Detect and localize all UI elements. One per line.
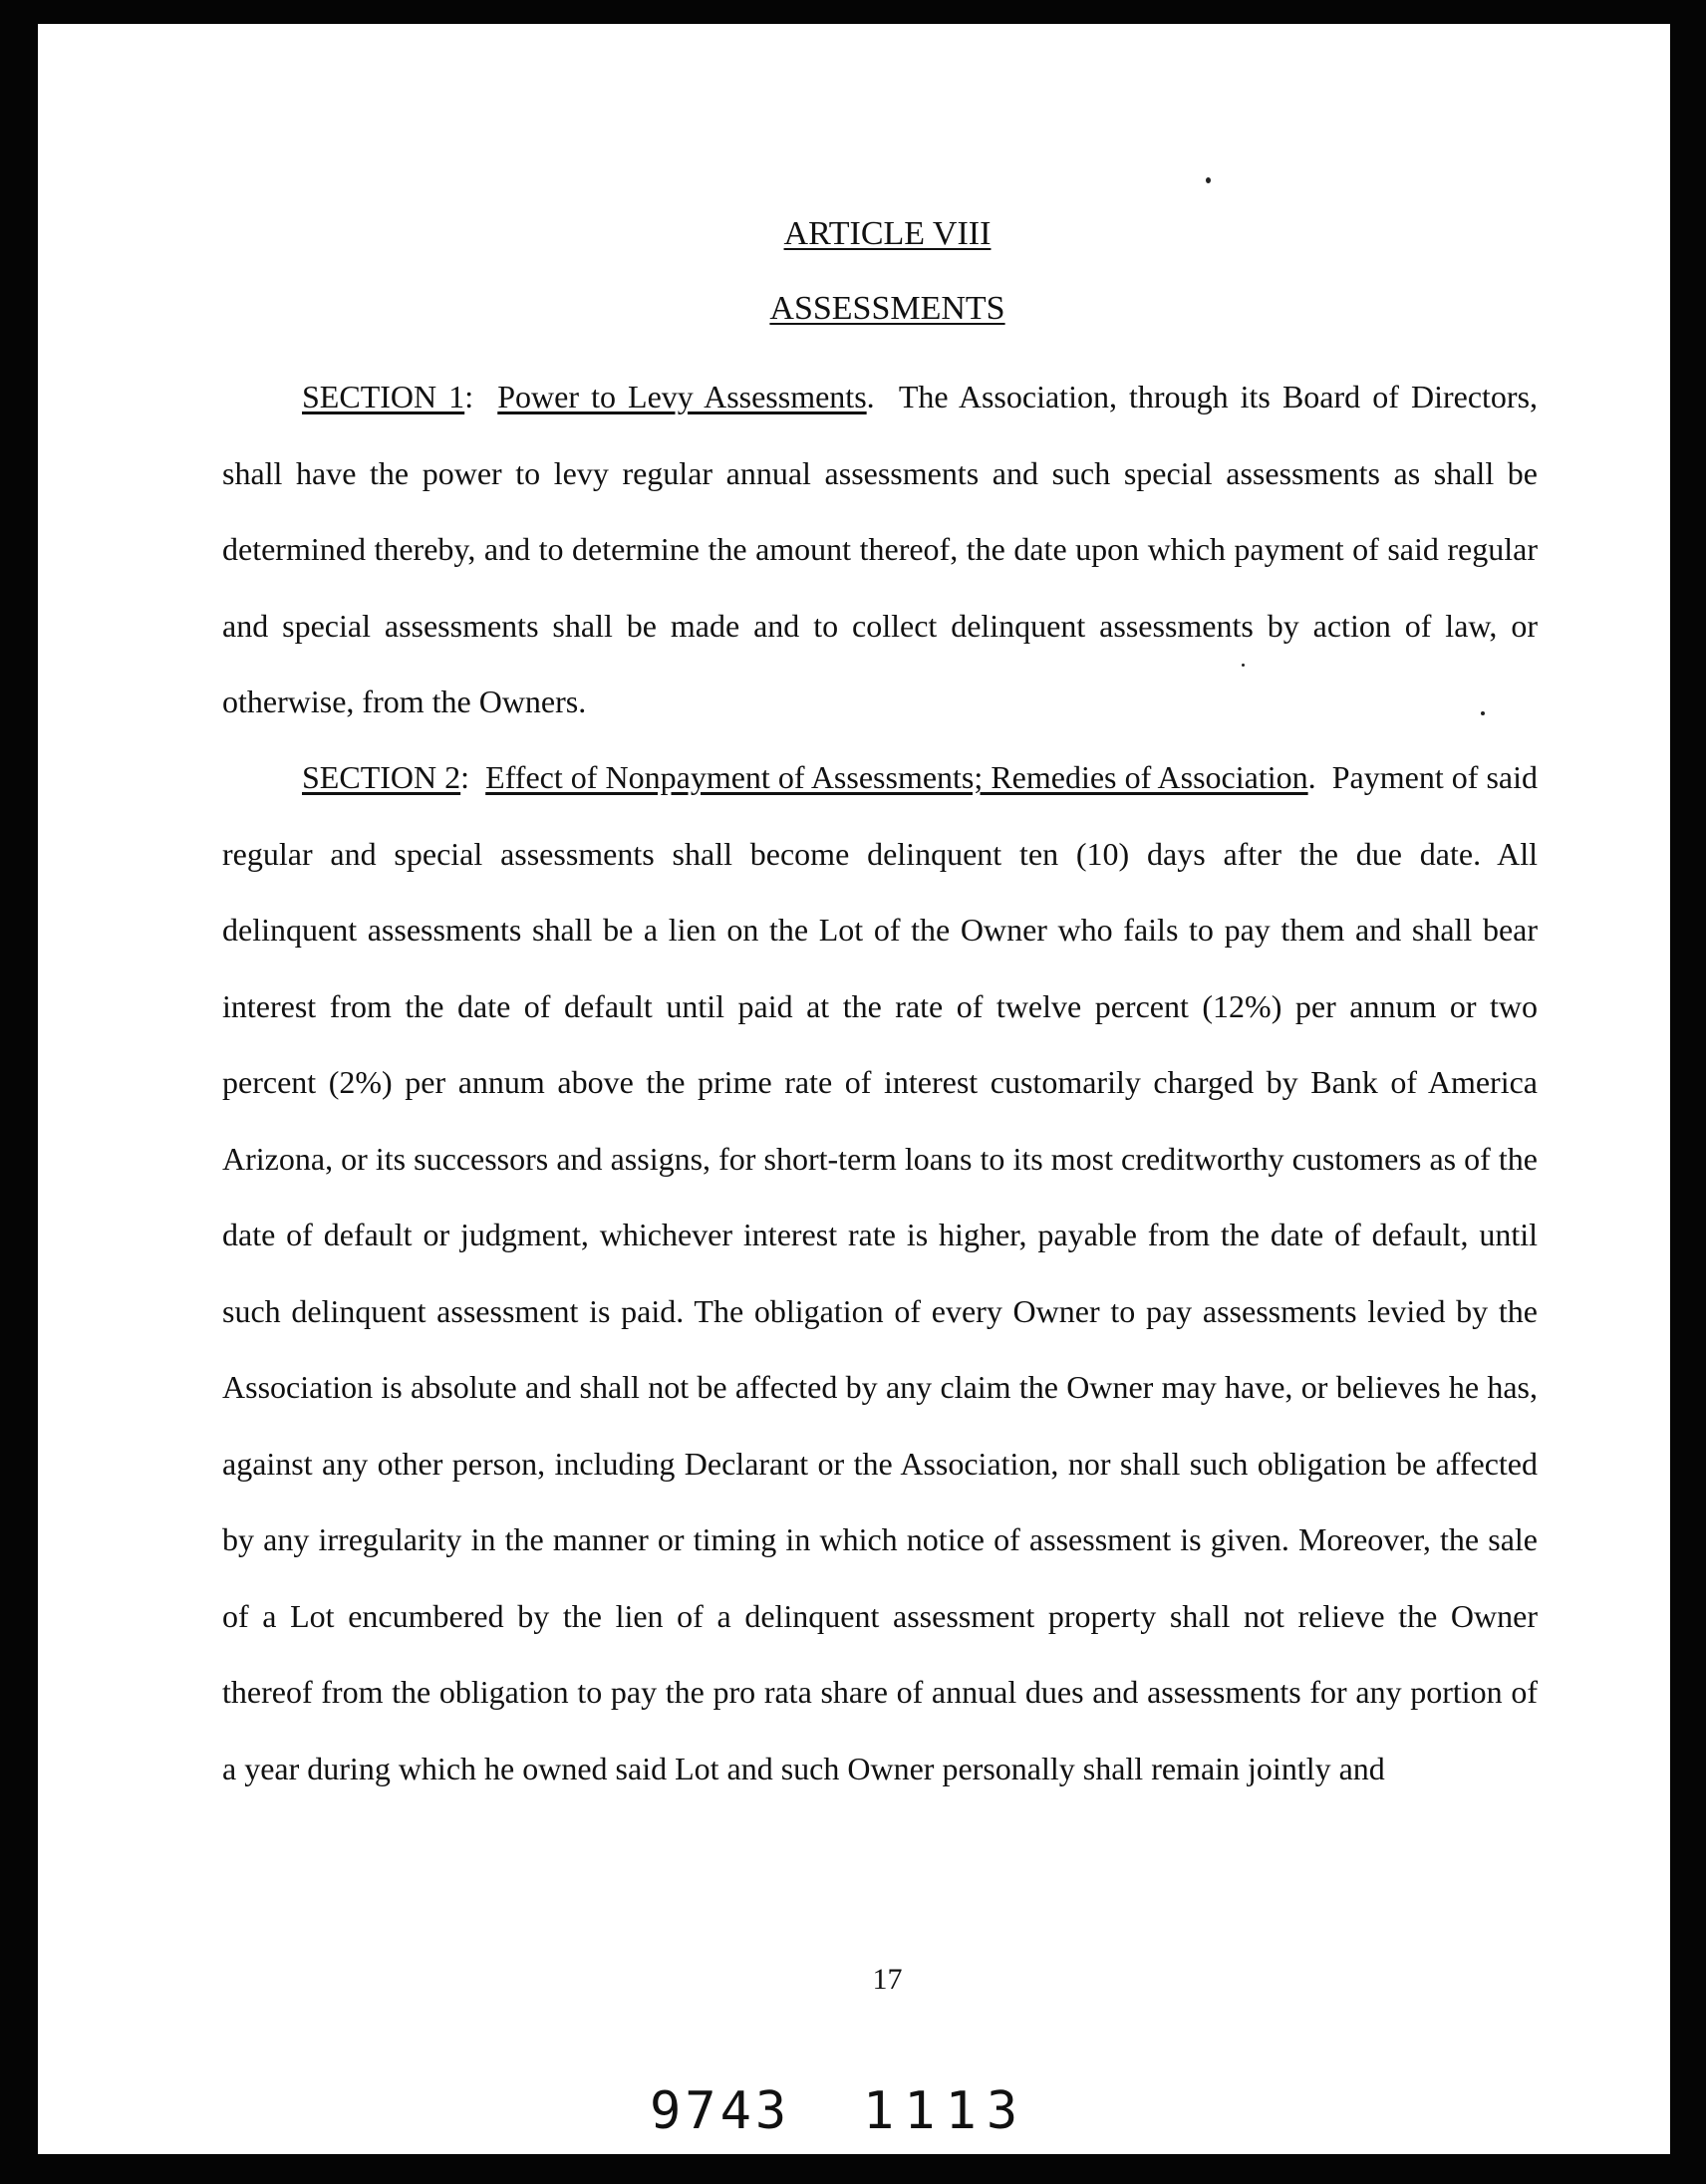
section-1-colon: : — [464, 379, 474, 414]
recording-stamp-book: 9743 — [650, 2081, 791, 2141]
scan-speck — [1481, 711, 1485, 715]
page-number: 17 — [872, 1963, 903, 1996]
section-1-heading-end: . — [866, 379, 875, 414]
section-2-heading: Effect of Nonpayment of Assessments; Remedies of Association — [485, 759, 1308, 795]
section-2-colon: : — [460, 759, 470, 795]
section-2-paragraph — [222, 739, 1538, 1806]
section-2-label: SECTION 2 — [302, 759, 461, 795]
article-subtitle: ASSESSMENTS — [769, 290, 1005, 327]
section-2-body: Payment of said regular and special assessments shall become delinquent ten (10) days after the due date. All delinquent assessments shall be a lien on the Lot of the Owner who fails to pay them and shall bear interest from the date of default until paid at the rate of twelve percent (12%) per annum or two percent (2%) per annum above the prime rate of interest customarily charged by Bank of America Arizona, or its successors and assigns, for short-term loans to its most creditworthy customers as of the date of default or judgment, whichever interest rate is higher, payable from the date of default, until such delinquent assessment is paid. The obligation of every Owner to pay assessments levied by the Association is absolute and shall not be affected by any claim the Owner may have, or believes he has, against any other person, including Declarant or the Association, nor shall such obligation be affected by any irregularity in the manner or timing in which notice of assessment is given. Moreover, the sale of a Lot encumbered by the lien of a delinquent assessment property shall not relieve the Owner thereof from the obligation to pay the pro rata share of annual dues and assessments for any portion of a year during which he owned said Lot and such Owner personally shall remain jointly and — [222, 759, 1539, 1786]
scan-speck — [1242, 664, 1245, 667]
document-page — [38, 24, 1670, 2154]
article-title: ARTICLE VIII — [783, 215, 992, 252]
section-1-label: SECTION 1 — [302, 379, 465, 414]
recording-stamp-page: 1113 — [863, 2081, 1028, 2141]
section-1-heading: Power to Levy Assessments — [497, 379, 867, 414]
section-1-paragraph — [222, 359, 1538, 740]
section-2-heading-end: . — [1307, 759, 1316, 795]
scan-speck — [1206, 177, 1211, 183]
section-1-body: The Association, through its Board of Directors, shall have the power to levy regular annual assessments and such special assessments as shall be determined thereby, and to determine the amount thereof, the date upon which payment of said regular and special assessments shall be made and to collect delinquent assessments by action of law, or otherwise, from the Owners. — [222, 379, 1539, 719]
